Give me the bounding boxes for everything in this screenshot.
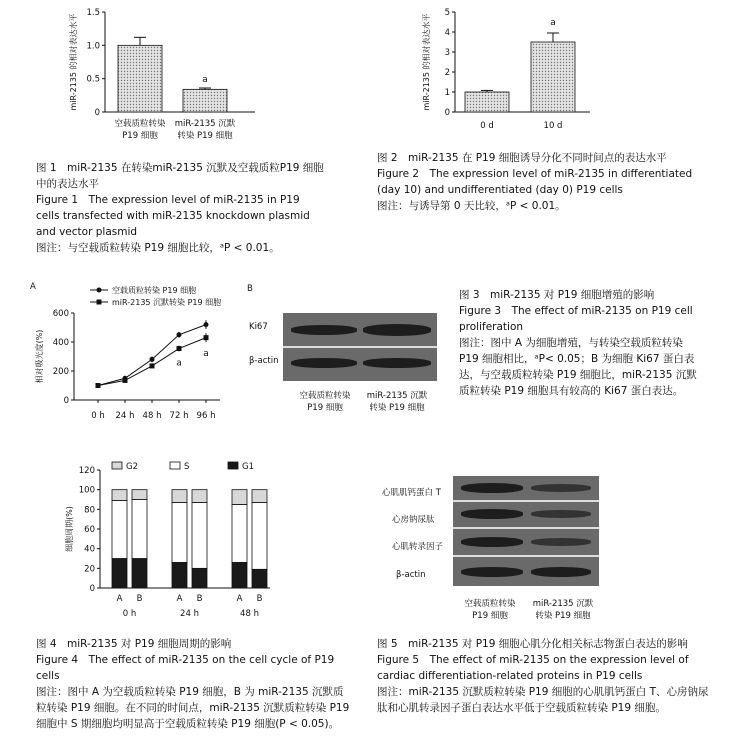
fig1-ytick-label: 0 bbox=[94, 108, 100, 118]
fig3a-point bbox=[204, 335, 209, 340]
fig5-lane-b-l1: miR-2135 沉默 bbox=[532, 599, 594, 609]
fig1-bar bbox=[118, 45, 162, 112]
fig5-band-tnt-a bbox=[461, 483, 523, 493]
fig1-annotation: a bbox=[202, 75, 208, 85]
fig3a-annotation: a bbox=[176, 358, 182, 369]
fig4-bar-s bbox=[232, 504, 247, 562]
fig5-band-anp-a bbox=[461, 509, 523, 519]
fig3a-panel-label: A bbox=[30, 282, 36, 292]
fig3a-point bbox=[177, 346, 182, 351]
fig4-legend-swatch bbox=[228, 462, 238, 469]
fig5-divider-2 bbox=[453, 527, 599, 529]
fig5-band-tnt-b bbox=[531, 484, 591, 492]
fig4-ylabel: 细胞周期(%) bbox=[65, 506, 74, 552]
fig2-ytick-label: 3 bbox=[444, 48, 450, 58]
fig1-bar bbox=[183, 89, 227, 112]
fig4-bar-g2 bbox=[112, 490, 127, 501]
fig4-category-label: A bbox=[176, 594, 183, 604]
fig3a-legend-marker bbox=[97, 288, 102, 293]
fig2-bar bbox=[465, 92, 509, 112]
fig4-bar-s bbox=[132, 500, 147, 559]
fig4-ytick-label: 60 bbox=[84, 525, 95, 535]
fig4-bar-g2 bbox=[252, 490, 267, 503]
fig5-label-actin: β-actin bbox=[396, 570, 426, 580]
fig1-category-label: 转染 P19 细胞 bbox=[177, 131, 233, 141]
fig3b-label-ki67: Ki67 bbox=[249, 322, 268, 332]
fig3a-series-line bbox=[98, 325, 206, 386]
fig1-category-label: miR-2135 沉默 bbox=[174, 119, 236, 129]
fig3a-xtick-label: 96 h bbox=[196, 411, 216, 421]
fig4-category-label: B bbox=[256, 594, 263, 604]
fig4-bar-s bbox=[172, 502, 187, 562]
fig4-ytick-label: 20 bbox=[84, 564, 95, 575]
fig1-ytick-label: 0.5 bbox=[86, 74, 100, 85]
fig3b-divider bbox=[283, 346, 437, 348]
fig2-category-label: 0 d bbox=[480, 121, 494, 131]
fig3b-band-ki67-b bbox=[363, 324, 431, 336]
fig1-caption bbox=[36, 160, 326, 256]
fig2-ytick-label: 1 bbox=[444, 88, 450, 98]
fig2-bar bbox=[531, 42, 575, 112]
fig3-caption-en: Figure 3 The effect of miR-2135 on P19 cell proliferation bbox=[459, 305, 693, 333]
fig1-ytick-label: 1.5 bbox=[86, 8, 100, 18]
fig5-note: 图注：miR-2135 沉默质粒转染 P19 细胞的心肌肌钙蛋白 T、心房钠尿肽和心肌转录因子蛋白表达水平低于空载质粒转染 P19 细胞。 bbox=[377, 686, 709, 714]
fig3b-lane-b-l2: 转染 P19 细胞 bbox=[369, 403, 425, 413]
fig4-caption bbox=[36, 636, 352, 732]
fig3a-ytick-label: 600 bbox=[52, 309, 69, 319]
fig2-ylabel: miR-2135 的相对表达水平 bbox=[422, 13, 431, 111]
fig4-group-label: 24 h bbox=[180, 609, 199, 618]
fig1-note: 图注：与空载质粒转染 P19 细胞比较，ᵃP < 0.01。 bbox=[36, 242, 280, 254]
fig4-ytick-label: 0 bbox=[89, 584, 95, 594]
fig2-annotation: a bbox=[550, 18, 556, 28]
fig4-chart bbox=[60, 458, 285, 618]
fig3b-lane-b-l1: miR-2135 沉默 bbox=[366, 391, 428, 401]
fig4-legend-swatch bbox=[170, 462, 180, 469]
fig4-note: 图注：图中 A 为空载质粒转染 P19 细胞，B 为 miR-2135 沉默质粒转染 P19 细胞。在不同的时间点，miR-2135 沉默质粒转染 P19 细胞中 S 期细胞均明显高于空载质粒转染 P19 细胞(P < 0.05)。 bbox=[36, 686, 350, 730]
fig5-caption-zh: 图 5 miR-2135 对 P19 细胞心肌分化相关标志物蛋白表达的影响 bbox=[377, 638, 688, 650]
fig4-category-label: B bbox=[136, 594, 143, 604]
fig3b-band-actin-b bbox=[363, 358, 431, 368]
fig5-band-gata-a bbox=[461, 537, 523, 547]
fig1-category-label: P19 细胞 bbox=[122, 131, 158, 141]
fig3a-ytick-label: 200 bbox=[52, 367, 69, 377]
fig4-legend-swatch bbox=[112, 462, 122, 469]
fig4-bar-g2 bbox=[172, 490, 187, 503]
fig5-caption-en: Figure 5 The effect of miR-2135 on the expression level of cardiac differentiation-related proteins in P19 cells bbox=[377, 654, 689, 682]
fig3a-legend-label: 空载质粒转染 P19 细胞 bbox=[112, 286, 197, 295]
fig3a-xtick-label: 24 h bbox=[115, 411, 135, 421]
fig4-bar-g1 bbox=[132, 559, 147, 589]
fig3a-annotation: a bbox=[203, 349, 209, 359]
fig4-legend-label: S bbox=[184, 462, 190, 472]
fig4-category-label: B bbox=[196, 594, 203, 604]
fig3a-point bbox=[177, 332, 182, 337]
fig2-chart bbox=[415, 4, 615, 144]
fig4-category-label: A bbox=[116, 594, 123, 604]
fig5-band-actin-b bbox=[531, 567, 591, 577]
fig4-bar-g1 bbox=[192, 568, 207, 588]
fig5-lane-b bbox=[526, 598, 600, 622]
fig4-bar-g1 bbox=[112, 559, 127, 589]
fig3a-ylabel: 相对吸光度(%) bbox=[35, 329, 44, 384]
fig4-ytick-label: 40 bbox=[84, 544, 95, 555]
fig3-note: 图注：图中 A 为细胞增殖，与转染空载质粒转染 P19 细胞相比，ᵃP< 0.05；B 为细胞 Ki67 蛋白表达，与空载质粒转染 P19 细胞比，miR-2135 沉默质粒转染 P19 细胞具有较高的 Ki67 蛋白表达。 bbox=[459, 337, 697, 397]
fig3a-point bbox=[204, 322, 209, 327]
fig4-ytick-label: 80 bbox=[84, 505, 95, 516]
fig2-ytick-label: 0 bbox=[444, 108, 450, 118]
fig4-bar-g2 bbox=[132, 490, 147, 500]
fig2-category-label: 10 d bbox=[543, 121, 563, 131]
fig1-ylabel: miR-2135 的相对表达水平 bbox=[69, 13, 78, 111]
fig3a-ytick-label: 0 bbox=[63, 396, 69, 406]
fig4-bar-g2 bbox=[192, 490, 207, 503]
fig3a-chart bbox=[30, 280, 230, 440]
fig4-ytick-label: 120 bbox=[78, 466, 95, 476]
fig3a-legend-marker bbox=[97, 300, 102, 305]
fig4-bar-s bbox=[252, 502, 267, 569]
fig1-caption-zh: 图 1 miR-2135 在转染miR-2135 沉默及空载质粒P19 细胞中的表达水平 bbox=[36, 162, 324, 190]
fig3a-point bbox=[123, 378, 128, 383]
fig3-caption-zh: 图 3 miR-2135 对 P19 细胞增殖的影响 bbox=[459, 289, 655, 301]
fig3-caption bbox=[459, 287, 704, 399]
fig5-lane-a bbox=[455, 598, 525, 622]
fig2-ytick-label: 5 bbox=[444, 8, 450, 18]
fig4-caption-zh: 图 4 miR-2135 对 P19 细胞周期的影响 bbox=[36, 638, 232, 650]
fig5-label-anp: 心房钠尿肽 bbox=[392, 515, 435, 525]
fig5-band-actin-a bbox=[461, 567, 523, 577]
fig5-lane-a-l2: P19 细胞 bbox=[472, 611, 508, 621]
fig5-caption bbox=[377, 636, 717, 716]
fig3b-lane-a-l1: 空载质粒转染 bbox=[299, 391, 351, 401]
fig1-category-label: 空载质粒转染 bbox=[114, 119, 166, 129]
fig3b-blot bbox=[283, 313, 437, 381]
fig3b-panel-label: B bbox=[247, 284, 253, 294]
fig5-band-gata-b bbox=[531, 538, 591, 546]
fig4-legend-label: G1 bbox=[242, 462, 254, 472]
fig2-ytick-label: 2 bbox=[444, 68, 450, 78]
fig4-bar-s bbox=[112, 500, 127, 558]
fig1-chart bbox=[60, 4, 260, 154]
fig2-caption-zh: 图 2 miR-2135 在 P19 细胞诱导分化不同时间点的表达水平 bbox=[377, 152, 667, 164]
fig5-divider-3 bbox=[453, 555, 599, 557]
fig5-lane-a-l1: 空载质粒转染 bbox=[464, 599, 516, 609]
fig1-ytick-label: 1.0 bbox=[86, 41, 100, 52]
fig3b-label-actin: β-actin bbox=[249, 356, 279, 366]
fig3a-point bbox=[150, 357, 155, 362]
fig3b-lane-a bbox=[290, 390, 360, 414]
fig4-bar-g1 bbox=[232, 562, 247, 588]
fig4-category-label: A bbox=[236, 594, 243, 604]
fig3b-band-actin-a bbox=[291, 358, 357, 368]
fig3a-point bbox=[96, 383, 101, 388]
fig5-blot bbox=[453, 476, 599, 586]
fig2-ytick-label: 4 bbox=[444, 28, 450, 38]
fig3a-xtick-label: 48 h bbox=[142, 411, 162, 421]
fig3a-xtick-label: 72 h bbox=[169, 411, 189, 421]
fig2-caption-en: Figure 2 The expression level of miR-2135 in differentiated (day 10) and undifferentiated (day 0) P19 cells bbox=[377, 168, 693, 196]
fig5-label-gata: 心肌转录因子 bbox=[392, 542, 444, 552]
fig3a-ytick-label: 400 bbox=[52, 338, 69, 348]
fig4-ytick-label: 100 bbox=[78, 485, 95, 496]
fig4-bar-s bbox=[192, 502, 207, 568]
fig2-note: 图注：与诱导第 0 天比较，ᵃP < 0.01。 bbox=[377, 200, 566, 212]
fig3b-lane-a-l2: P19 细胞 bbox=[307, 403, 343, 413]
fig4-caption-en: Figure 4 The effect of miR-2135 on the cell cycle of P19 cells bbox=[36, 654, 335, 682]
fig3a-legend-label: miR-2135 沉默转染 P19 细胞 bbox=[112, 298, 222, 307]
fig4-bar-g2 bbox=[232, 490, 247, 505]
fig5-divider-1 bbox=[453, 500, 599, 502]
fig3a-point bbox=[150, 363, 155, 368]
fig4-bar-g1 bbox=[172, 562, 187, 588]
fig4-group-label: 0 h bbox=[122, 609, 137, 618]
fig4-legend-label: G2 bbox=[126, 462, 138, 472]
fig2-caption bbox=[377, 150, 707, 214]
fig4-group-label: 48 h bbox=[240, 609, 259, 618]
fig3a-xtick-label: 0 h bbox=[91, 411, 105, 421]
fig4-bar-g1 bbox=[252, 569, 267, 588]
fig5-label-tnt: 心肌肌钙蛋白 T bbox=[382, 488, 441, 498]
fig5-band-anp-b bbox=[531, 510, 591, 518]
fig1-caption-en: Figure 1 The expression level of miR-2135 in P19 cells transfected with miR-2135 knockdown plasmid and vector plasmid bbox=[36, 194, 310, 238]
fig3b-band-ki67-a bbox=[291, 325, 357, 335]
fig3b-lane-b bbox=[360, 390, 434, 414]
fig5-lane-b-l2: 转染 P19 细胞 bbox=[535, 611, 591, 621]
